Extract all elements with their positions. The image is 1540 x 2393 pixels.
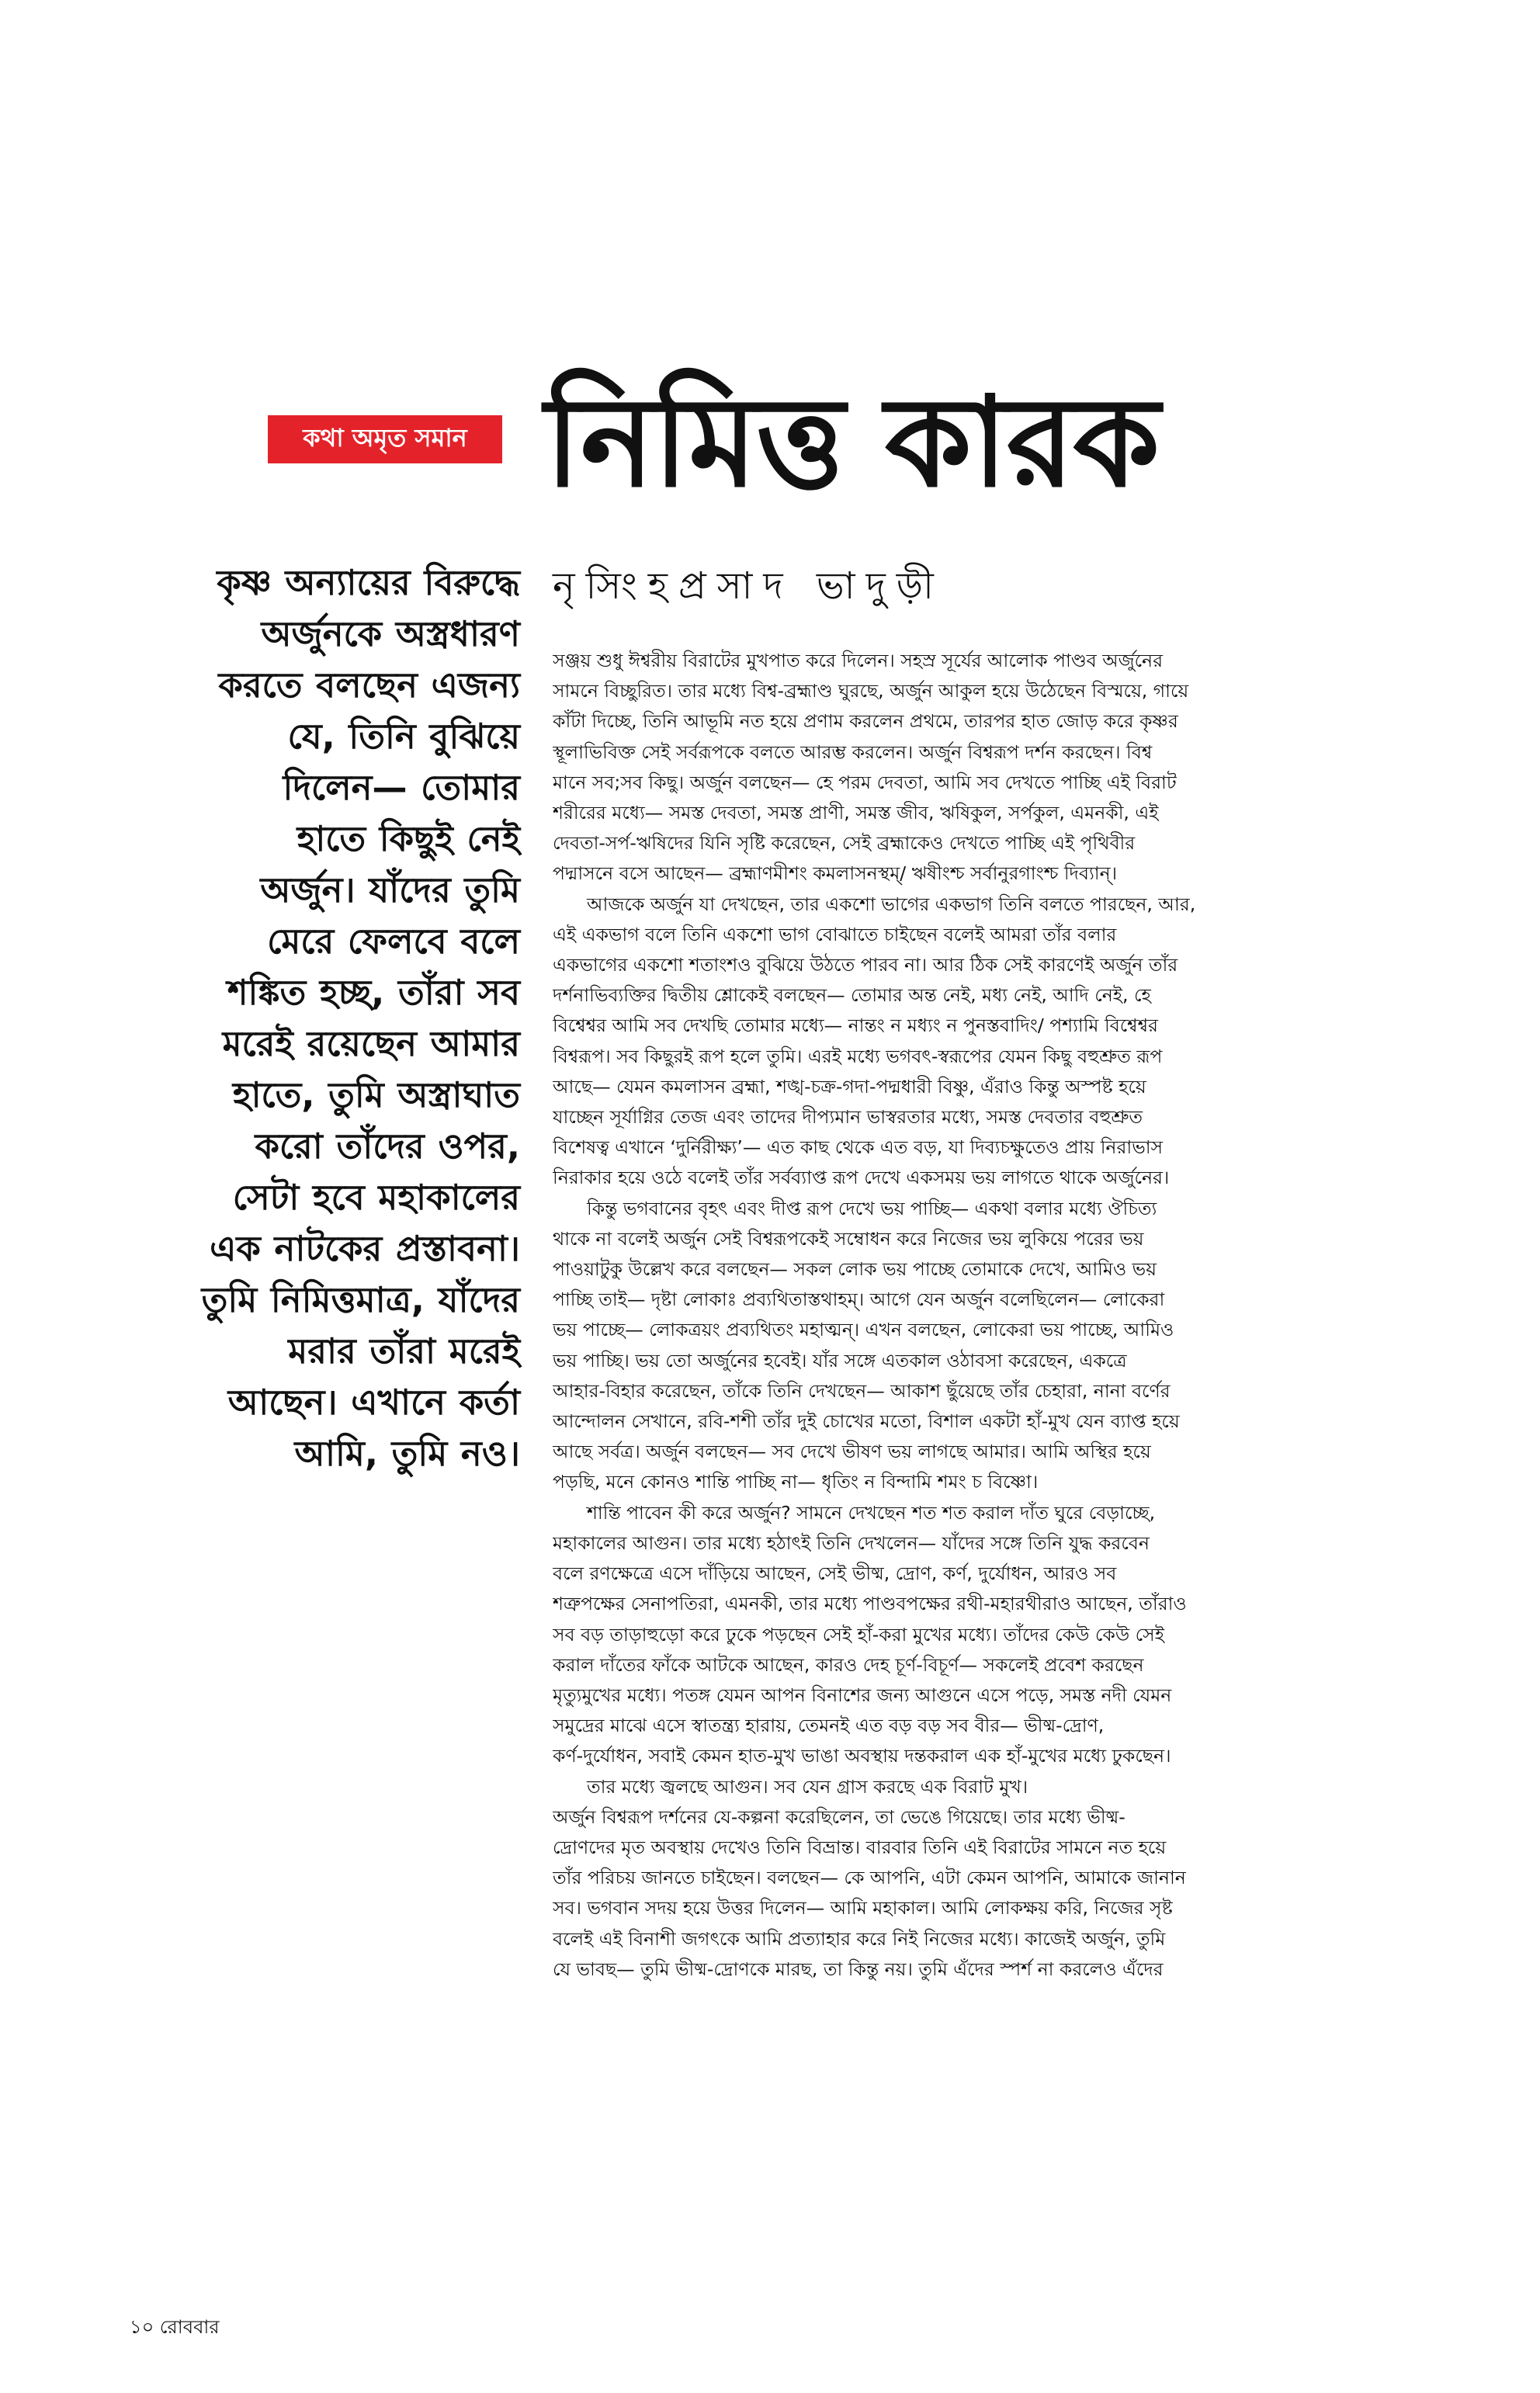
body-line: বিশ্বেশ্বর আমি সব দেখছি তোমার মধ্যে— নান্তং ন মধ্যং ন পুনস্তবাদিং/ পশ্যামি বিশ্বেশ্বর (553, 1014, 1158, 1037)
body-line: ভয় পাচ্ছে— লোকত্রয়ং প্রব্যথিতং মহাত্মন্। এখন বলছেন, লোকেরা ভয় পাচ্ছে, আমিও (553, 1319, 1174, 1341)
body-line: বলে রণক্ষেত্রে এসে দাঁড়িয়ে আছেন, সেই ভীষ্ম, দ্রোণ, কর্ণ, দুর্যোধন, আরও সব (553, 1562, 1117, 1585)
body-line: বিশ্বরূপ। সব কিছুরই রূপ হলে তুমি। এরই মধ্যে ভগবৎ-স্বরূপের যেমন কিছু বহুশ্রুত রূপ (553, 1045, 1163, 1067)
body-line: বলেই এই বিনাশী জগৎকে আমি প্রত্যাহার করে নিই নিজের মধ্যে। কাজেই অর্জুন, তুমি (553, 1927, 1166, 1950)
body-line: মৃত্যুমুখের মধ্যে। পতঙ্গ যেমন আপন বিনাশের জন্য আগুনে এসে পড়ে, সমস্ত নদী যেমন (553, 1684, 1172, 1706)
pull-quote (85, 557, 520, 1605)
pull-quote-line: এক নাটকের প্রস্তাবনা। (210, 1228, 520, 1269)
article-body (553, 646, 1439, 2245)
body-line: এই একভাগ বলে তিনি একশো ভাগ বোঝাতে চাইছেন বলেই আমরা তাঁর বলার (553, 923, 1117, 945)
body-line: পাচ্ছি তাই— দৃষ্টা লোকাঃ প্রব্যথিতাস্তথাহম্। আগে যেন অর্জুন বলেছিলেন— লোকেরা (553, 1288, 1165, 1311)
body-line: যে ভাবছ— তুমি ভীষ্ম-দ্রোণকে মারছ, তা কিন্তু নয়। তুমি এঁদের স্পর্শ না করলেও এঁদের (553, 1958, 1164, 1980)
body-line: কিন্তু ভগবানের বৃহৎ এবং দীপ্ত রূপ দেখে ভয় পাচ্ছি— একথা বলার মধ্যে ঔচিত্য (587, 1197, 1157, 1219)
body-line: সঞ্জয় শুধু ঈশ্বরীয় বিরাটের মুখপাত করে দিলেন। সহস্র সূর্যের আলোক পাণ্ডব অর্জুনের (553, 650, 1164, 671)
body-line: শরীরের মধ্যে— সমস্ত দেবতা, সমস্ত প্রাণী, সমস্ত জীব, ঋষিকুল, সর্পকুল, এমনকী, এই (553, 802, 1159, 824)
pull-quote-line: শঙ্কিত হচ্ছ, তাঁরা সব (227, 972, 520, 1013)
pull-quote-line: আছেন। এখানে কর্তা (227, 1382, 520, 1423)
section-tag: কথা অমৃত সমান (268, 415, 502, 463)
body-line: বিশেষত্ব এখানে ‘দুর্নিরীক্ষ্য’— এত কাছ থেকে এত বড়, যা দিব্যচক্ষুতেও প্রায় নিরাভাস (553, 1136, 1164, 1159)
body-line: ভয় পাচ্ছি। ভয় তো অর্জুনের হবেই। যাঁর সঙ্গে এতকাল ওঠাবসা করেছেন, একত্রে (553, 1349, 1127, 1372)
pull-quote-line: হাতে কিছুই নেই (297, 818, 520, 859)
body-line: কাঁটা দিচ্ছে, তিনি আভূমি নত হয়ে প্রণাম করলেন প্রথমে, তারপর হাত জোড় করে কৃষ্ণর (553, 710, 1178, 733)
body-line: মানে সব;সব কিছু। অর্জুন বলছেন— হে পরম দেবতা, আমি সব দেখতে পাচ্ছি এই বিরাট (553, 771, 1177, 793)
page-folio: ১০ রোববার (130, 2316, 220, 2338)
body-line: স্থূলাভিবিক্ত সেই সর্বরূপকে বলতে আরম্ভ করলেন। অর্জুন বিশ্বরূপ দর্শন করছেন। বিশ্ব (553, 740, 1153, 763)
body-line: একভাগের একশো শতাংশও বুঝিয়ে উঠতে পারব না। আর ঠিক সেই কারণেই অর্জুন তাঁর (553, 954, 1178, 976)
body-line: দর্শনাভিব্যক্তির দ্বিতীয় শ্লোকেই বলছেন— তোমার অন্ত নেই, মধ্য নেই, আদি নেই, হে (553, 984, 1151, 1007)
body-line: আজকে অর্জুন যা দেখছেন, তার একশো ভাগের একভাগ তিনি বলতে পারছেন, আর, (587, 893, 1196, 915)
pull-quote-line: মরেই রয়েছেন আমার (222, 1023, 520, 1064)
body-line: পড়ছি, মনে কোনও শান্তি পাচ্ছি না— ধৃতিং ন বিন্দামি শমং চ বিষ্ণো। (553, 1471, 1039, 1493)
body-line: সব বড় তাড়াহুড়ো করে ঢুকে পড়ছেন সেই হাঁ-করা মুখের মধ্যে। তাঁদের কেউ কেউ সেই (553, 1623, 1164, 1646)
body-line: করাল দাঁতের ফাঁকে আটকে আছেন, কারও দেহ চূর্ণ-বিচূর্ণ— সকলেই প্রবেশ করছেন (553, 1653, 1144, 1676)
author-byline: নৃসিংহপ্রসাদ ভাদুড়ী (553, 564, 945, 608)
pull-quote-line: আমি, তুমি নও। (294, 1433, 520, 1474)
body-line: আছে— যেমন কমলাসন ব্রহ্মা, শঙ্খ-চক্র-গদা-পদ্মধারী বিষ্ণু, এঁরাও কিন্তু অস্পষ্ট হয়ে (553, 1075, 1146, 1098)
body-line: পদ্মাসনে বসে আছেন— ব্রহ্মাণমীশং কমলাসনস্থম্/ ঋষীংশ্চ সর্বানুরগাংশ্চ দিব্যান্। (553, 862, 1118, 885)
pull-quote-line: অর্জুন। যাঁদের তুমি (260, 869, 520, 910)
pull-quote-line: করতে বলছেন এজন্য (218, 664, 520, 706)
body-line: শান্তি পাবেন কী করে অর্জুন? সামনে দেখছেন শত শত করাল দাঁত ঘুরে বেড়াচ্ছে, (587, 1501, 1156, 1524)
pull-quote-line: যে, তিনি বুঝিয়ে (287, 716, 520, 757)
body-line: কর্ণ-দুর্যোধন, সবাই কেমন হাত-মুখ ভাঙা অবস্থায় দন্তকরাল এক হাঁ-মুখের মধ্যে ঢুকছেন। (553, 1745, 1171, 1767)
body-line: পাওয়াটুকু উল্লেখ করে বলছেন— সকল লোক ভয় পাচ্ছে তোমাকে দেখে, আমিও ভয় (553, 1258, 1157, 1281)
pull-quote-line: অর্জুনকে অস্ত্রধারণ (261, 613, 520, 654)
article-title: নিমিত্ত কারক (545, 369, 1159, 515)
pull-quote-line: করো তাঁদের ওপর, (255, 1125, 520, 1167)
body-line: থাকে না বলেই অর্জুন সেই বিশ্বরূপকেই সম্বোধন করে নিজের ভয় লুকিয়ে পরের ভয় (553, 1227, 1144, 1250)
body-line: সমুদ্রের মাঝে এসে স্বাতন্ত্র্য হারায়, তেমনই এত বড় বড় সব বীর— ভীষ্ম-দ্রোণ, (553, 1715, 1105, 1737)
body-line: যাচ্ছেন সূর্যাগ্নির তেজ এবং তাদের দীপ্যমান ভাস্বরতার মধ্যে, সমস্ত দেবতার বহুশ্রুত (553, 1106, 1143, 1129)
body-line: নিরাকার হয়ে ওঠে বলেই তাঁর সর্বব্যাপ্ত রূপ দেখে একসময় ভয় লাগতে থাকে অর্জুনের। (553, 1167, 1170, 1189)
pull-quote-line: কৃষ্ণ অন্যায়ের বিরুদ্ধে (217, 562, 520, 603)
body-line: আছে সর্বত্র। অর্জুন বলছেন— সব দেখে ভীষণ ভয় লাগছে আমার। আমি অস্থির হয়ে (553, 1441, 1151, 1463)
body-line: আহার-বিহার করেছেন, তাঁকে তিনি দেখছেন— আকাশ ছুঁয়েছে তাঁর চেহারা, নানা বর্ণের (553, 1379, 1171, 1402)
pull-quote-line: সেটা হবে মহাকালের (232, 1177, 520, 1218)
pull-quote-line: মেরে ফেলবে বলে (267, 921, 520, 962)
body-line: শত্রুপক্ষের সেনাপতিরা, এমনকী, তার মধ্যে পাণ্ডবপক্ষের রথী-মহারথীরাও আছেন, তাঁরাও (553, 1593, 1187, 1615)
pull-quote-line: হাতে, তুমি অস্ত্রাঘাত (232, 1074, 520, 1115)
body-line: অর্জুন বিশ্বরূপ দর্শনের যে-কল্পনা করেছিলেন, তা ভেঙে গিয়েছে। তার মধ্যে ভীষ্ম- (553, 1805, 1126, 1828)
body-line: আন্দোলন সেখানে, রবি-শশী তাঁর দুই চোখের মতো, বিশাল একটা হাঁ-মুখ যেন ব্যাপ্ত হয়ে (553, 1410, 1180, 1433)
pull-quote-line: দিলেন— তোমার (283, 767, 520, 808)
body-line: তাঁর পরিচয় জানতে চাইছেন। বলছেন— কে আপনি, এটা কেমন আপনি, আমাকে জানান (553, 1867, 1186, 1889)
body-line: তার মধ্যে জ্বলছে আগুন। সব যেন গ্রাস করছে এক বিরাট মুখ। (587, 1775, 1028, 1798)
pull-quote-line: মরার তাঁরা মরেই (288, 1330, 520, 1372)
body-line: সামনে বিচ্ছুরিত। তার মধ্যে বিশ্ব-ব্রহ্মাণ্ড ঘুরছে, অর্জুন আকুল হয়ে উঠেছেন বিস্ময়ে, গায়ে (553, 680, 1189, 702)
body-line: সব। ভগবান সদয় হয়ে উত্তর দিলেন— আমি মহাকাল। আমি লোকক্ষয় করি, নিজের সৃষ্ট (553, 1897, 1173, 1920)
body-line: দেবতা-সর্প-ঋষিদের যিনি সৃষ্টি করেছেন, সেই ব্রহ্মাকেও দেখতে পাচ্ছি এই পৃথিবীর (553, 832, 1136, 855)
pull-quote-line: তুমি নিমিত্তমাত্র, যাঁদের (201, 1279, 520, 1320)
body-line: দ্রোণদের মৃত অবস্থায় দেখেও তিনি বিভ্রান্ত। বারবার তিনি এই বিরাটের সামনে নত হয়ে (553, 1836, 1167, 1858)
body-line: মহাকালের আগুন। তার মধ্যে হঠাৎই তিনি দেখলেন— যাঁদের সঙ্গে তিনি যুদ্ধ করবেন (553, 1531, 1150, 1554)
